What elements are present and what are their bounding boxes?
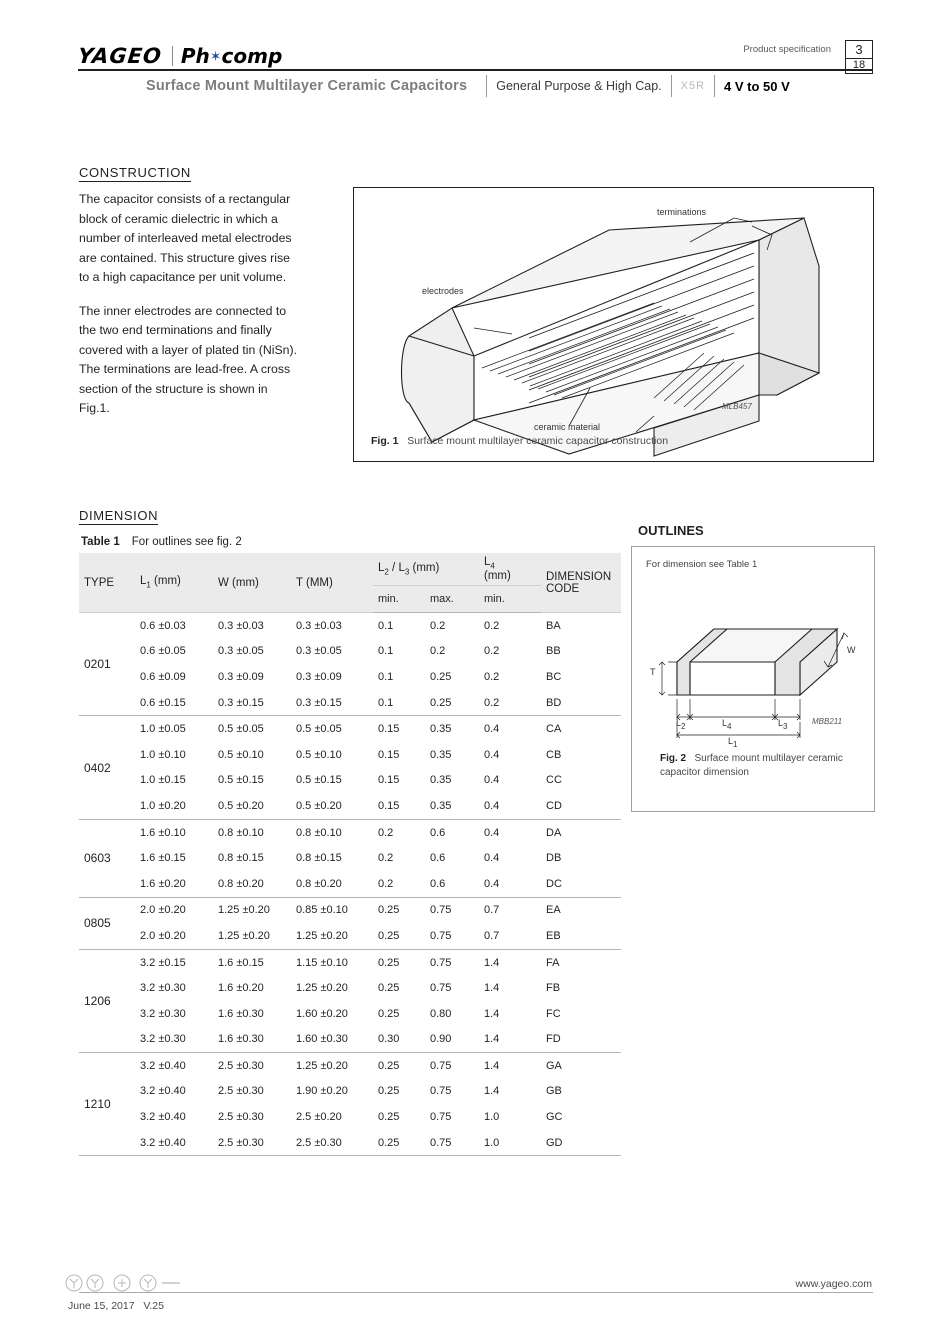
cell-l4-min: 1.0 [484,1111,500,1124]
cell-l1: 3.2 ±0.30 [140,1007,186,1020]
figure1-drawing-code: MLB457 [722,402,752,411]
star-icon: ✶ [209,49,222,65]
cell-w: 1.25 ±0.20 [218,929,270,942]
cell-l1: 1.6 ±0.10 [135,819,213,845]
cell-l2l3-min: 0.25 [378,929,400,942]
figure-1-caption-label: Fig. 1 [371,435,399,447]
cell-l1: 0.6 ±0.05 [140,645,186,658]
cell-l2l3-max: 0.75 [430,982,452,995]
logo-divider [172,46,173,66]
cell-type: 1210 [79,1053,135,1156]
cell-l4-min: 0.4 [484,852,500,865]
outline-label-l4: $L_4$ [722,718,732,731]
cell-type: 0201 [79,613,135,716]
figure-1-caption [371,435,668,447]
col-l4-min: min. [484,593,505,605]
outlines-heading: OUTLINES [638,523,704,538]
cell-l2l3-max: 0.2 [430,645,446,658]
cell-l2l3-min: 0.1 [378,645,394,658]
cell-l1: 0.6 ±0.09 [140,670,186,683]
construction-text [79,190,301,433]
cell-t: 0.85 ±0.10 [291,897,373,923]
cell-l2l3-min: 0.2 [378,877,394,890]
cell-l2l3-max: 0.6 [430,852,446,865]
cell-t: 0.5 ±0.20 [296,799,342,812]
col-type: TYPE [79,553,135,613]
cell-w: 0.3 ±0.09 [218,670,264,683]
title-divider-1 [486,75,487,97]
cell-l2l3-min: 0.1 [378,696,394,709]
construction-paragraph-1: The capacitor consists of a rectangular block of ceramic dielectric in which a number of interleaved metal electrodes are contained. This structure gives rise to a high capacitance per unit volume. [79,192,292,284]
outline-label-w: W [847,645,856,655]
dimension-table-body [79,613,621,1156]
cell-l4-min: 0.2 [479,613,541,639]
cell-l2l3-max: 0.75 [430,1136,452,1149]
construction-heading: CONSTRUCTION [79,165,191,180]
cell-code: BC [546,670,562,683]
cell-t: 1.25 ±0.20 [296,982,348,995]
cell-l4-min: 0.4 [484,748,500,761]
col-t: T (MM) [291,553,373,613]
voltage-range: 4 V to 50 V [724,78,790,94]
cell-t: 0.8 ±0.10 [291,819,373,845]
cell-l2l3-min: 0.25 [373,949,425,975]
cell-w: 0.8 ±0.15 [218,852,264,865]
footer-logos [62,1272,182,1294]
cell-l2l3-max: 0.6 [430,877,446,890]
cell-t: 2.5 ±0.30 [296,1136,342,1149]
cell-l1: 3.2 ±0.15 [135,949,213,975]
cell-l2l3-max: 0.75 [425,1053,479,1079]
capacitor-construction-diagram [354,188,871,459]
dimension-heading: DIMENSION [79,508,159,523]
cell-w: 1.6 ±0.20 [218,982,264,995]
title-divider-3 [714,75,715,97]
table-row [79,1079,621,1105]
cell-code: GB [546,1085,562,1098]
cell-l1: 3.2 ±0.40 [135,1053,213,1079]
cell-l1: 3.2 ±0.40 [140,1085,186,1098]
cell-t: 0.3 ±0.09 [296,670,342,683]
cell-l2l3-max: 0.25 [430,696,452,709]
table-row [79,768,621,794]
cell-t: 0.5 ±0.10 [296,748,342,761]
table-row [79,871,621,897]
table-row [79,975,621,1001]
table-row [79,819,621,845]
cell-code: DA [541,819,621,845]
table-row [79,845,621,871]
page-header [78,42,873,102]
capacitor-outline-diagram [632,567,872,767]
figure-2-note: For dimension see Table 1 [646,559,758,570]
cell-w: 1.25 ±0.20 [213,897,291,923]
table-row [79,690,621,716]
product-spec-label: Product specification [743,44,831,55]
cell-t: 0.3 ±0.05 [296,645,342,658]
cell-l2l3-min: 0.30 [378,1033,400,1046]
cell-w: 0.3 ±0.03 [213,613,291,639]
dielectric-code: X5R [680,80,706,92]
terminations-label: terminations [657,207,707,217]
cell-l1: 0.6 ±0.15 [140,696,186,709]
cell-w: 2.5 ±0.30 [213,1053,291,1079]
cell-l2l3-min: 0.15 [378,799,400,812]
page-total: 18 [845,57,873,74]
cell-t: 0.8 ±0.15 [296,852,342,865]
table-row [79,1001,621,1027]
cell-code: EB [546,929,561,942]
cell-w: 2.5 ±0.30 [218,1085,264,1098]
figure-2-caption-label: Fig. 2 [660,753,687,764]
ceramic-material-label: ceramic material [534,422,601,432]
phicomp-logo: Ph✶comp [180,44,283,68]
table-row [79,639,621,665]
cell-l2l3-min: 0.2 [378,852,394,865]
cell-t: 1.60 ±0.30 [296,1033,348,1046]
cell-l2l3-min: 0.1 [378,670,394,683]
cell-t: 0.3 ±0.03 [291,613,373,639]
cell-l1: 3.2 ±0.30 [140,1033,186,1046]
electrodes-label: electrodes [422,286,464,296]
cell-code: FB [546,982,561,995]
cell-l4-min: 0.2 [484,670,500,683]
table-bottom-rule [79,1155,621,1156]
header-divider [78,69,873,71]
cell-code: FC [546,1007,561,1020]
cell-l4-min: 1.4 [484,1033,500,1046]
cell-l2l3-max: 0.35 [430,774,452,787]
col-dimension-code: DIMENSION CODE [541,553,621,613]
cell-w: 1.6 ±0.15 [213,949,291,975]
construction-paragraph-2: The inner electrodes are connected to the two end terminations and finally covered with a layer of plated tin (NiSn). The terminations are lead-free. A cross section of the structure is shown in Fig.1. [79,303,298,415]
footer-date: June 15, 2017 V.25 [68,1300,164,1312]
outline-label-l3: $L_3$ [778,718,788,731]
cell-l4-min: 0.2 [484,696,500,709]
outline-label-t: T [650,667,656,677]
table-row [79,613,621,639]
cell-t: 0.3 ±0.15 [296,696,342,709]
cell-l4-min: 1.4 [484,982,500,995]
cell-l4-min: 0.4 [479,716,541,742]
cell-l2l3-max: 0.75 [425,949,479,975]
cell-l4-min: 0.4 [484,877,500,890]
col-w: W (mm) [213,553,291,613]
table-row [79,1027,621,1053]
cell-l4-min: 0.4 [484,774,500,787]
cell-code: EA [541,897,621,923]
cell-l2l3-min: 0.15 [378,748,400,761]
cell-code: DB [546,852,562,865]
figure-1-box [353,187,874,462]
title-subtitle: General Purpose & High Cap. [496,79,662,93]
cell-l2l3-min: 0.25 [378,1111,400,1124]
dimension-table [79,553,621,1155]
cell-l1: 1.0 ±0.15 [140,774,186,787]
cell-code: GA [541,1053,621,1079]
cell-code: DC [546,877,562,890]
cell-l1: 3.2 ±0.40 [140,1136,186,1149]
cell-l2l3-max: 0.2 [425,613,479,639]
cell-l2l3-max: 0.75 [430,929,452,942]
cell-w: 2.5 ±0.30 [218,1111,264,1124]
cell-l4-min: 0.7 [479,897,541,923]
cell-code: BA [541,613,621,639]
cell-t: 1.60 ±0.20 [296,1007,348,1020]
cell-l2l3-max: 0.80 [430,1007,452,1020]
col-l4: $L_4$ (mm) [479,553,541,586]
cell-type: 0805 [79,897,135,949]
table-row [79,1104,621,1130]
cell-l4-min: 1.0 [484,1136,500,1149]
cell-t: 1.90 ±0.20 [296,1085,348,1098]
table-header-row-1 [79,553,621,586]
table-1-caption [79,536,621,548]
title-divider-2 [671,75,672,97]
cell-l2l3-min: 0.25 [378,982,400,995]
cell-code: CB [546,748,562,761]
cell-w: 2.5 ±0.30 [218,1136,264,1149]
cell-l2l3-max: 0.75 [430,1111,452,1124]
cell-l1: 3.2 ±0.30 [140,982,186,995]
cell-t: 0.5 ±0.05 [291,716,373,742]
col-l1: $L_1$ (mm) [135,553,213,613]
cell-l2l3-max: 0.35 [425,716,479,742]
figure-2-caption-text: Surface mount multilayer ceramic capacitor dimension [660,753,843,778]
certification-icons [62,1272,182,1294]
footer-url[interactable]: www.yageo.com [795,1278,872,1290]
cell-l2l3-max: 0.35 [430,799,452,812]
cell-t: 0.5 ±0.15 [296,774,342,787]
cell-l1: 1.0 ±0.05 [135,716,213,742]
cell-t: 1.25 ±0.20 [291,1053,373,1079]
table-row [79,949,621,975]
page-title: Surface Mount Multilayer Ceramic Capacitors [146,78,468,94]
document-title-bar [146,73,790,99]
figure-2-caption [660,752,860,780]
cell-l2l3-max: 0.35 [430,748,452,761]
table-row [79,742,621,768]
cell-code: FA [541,949,621,975]
table-row [79,897,621,923]
cell-l1: 3.2 ±0.40 [140,1111,186,1124]
cell-type: 1206 [79,949,135,1052]
cell-l2l3-min: 0.25 [373,897,425,923]
cell-code: CC [546,774,562,787]
cell-l2l3-max: 0.25 [430,670,452,683]
cell-type: 0603 [79,819,135,897]
cell-l4-min: 1.4 [479,1053,541,1079]
cell-l2l3-max: 0.90 [430,1033,452,1046]
cell-l2l3-min: 0.2 [373,819,425,845]
cell-l1: 0.6 ±0.03 [135,613,213,639]
outline-label-l2: $L_2$ [676,718,686,731]
table-1-note: For outlines see fig. 2 [131,536,242,548]
cell-l4-min: 0.4 [484,799,500,812]
yageo-logo: YAGEO [76,44,164,68]
cell-w: 1.6 ±0.30 [218,1007,264,1020]
cell-l2l3-min: 0.15 [378,774,400,787]
cell-l1: 1.0 ±0.20 [140,799,186,812]
cell-l2l3-min: 0.15 [373,716,425,742]
cell-t: 0.8 ±0.20 [296,877,342,890]
footer-divider [79,1292,873,1293]
cell-code: BB [546,645,561,658]
cell-t: 1.15 ±0.10 [291,949,373,975]
cell-l4-min: 0.7 [484,929,500,942]
cell-w: 0.8 ±0.20 [218,877,264,890]
cell-l2l3-min: 0.25 [378,1136,400,1149]
cell-l4-min: 1.4 [484,1007,500,1020]
cell-w: 0.3 ±0.15 [218,696,264,709]
dimension-table-wrapper [79,536,621,1156]
outline-label-l1: $L_1$ [728,736,738,749]
cell-w: 0.5 ±0.05 [213,716,291,742]
cell-l2l3-min: 0.25 [373,1053,425,1079]
cell-code: GD [546,1136,563,1149]
cell-w: 0.5 ±0.15 [218,774,264,787]
cell-code: CD [546,799,562,812]
cell-w: 0.8 ±0.10 [213,819,291,845]
cell-t: 2.5 ±0.20 [296,1111,342,1124]
cell-w: 0.5 ±0.20 [218,799,264,812]
cell-l1: 1.6 ±0.20 [140,877,186,890]
table-row [79,1053,621,1079]
cell-t: 1.25 ±0.20 [296,929,348,942]
table-row [79,793,621,819]
figure-1-caption-text: Surface mount multilayer ceramic capacitor construction [407,435,669,447]
cell-l1: 1.6 ±0.15 [140,852,186,865]
cell-l2l3-min: 0.25 [378,1085,400,1098]
figure-2-box [631,546,875,812]
cell-l2l3-min: 0.25 [378,1007,400,1020]
cell-code: GC [546,1111,563,1124]
cell-l2l3-max: 0.6 [425,819,479,845]
cell-l4-min: 1.4 [479,949,541,975]
cell-code: CA [541,716,621,742]
cell-l1: 1.0 ±0.10 [140,748,186,761]
cell-l4-min: 0.4 [479,819,541,845]
cell-w: 0.5 ±0.10 [218,748,264,761]
cell-l2l3-min: 0.1 [373,613,425,639]
cell-code: FD [546,1033,561,1046]
cell-w: 0.3 ±0.05 [218,645,264,658]
cell-w: 1.6 ±0.30 [218,1033,264,1046]
table-1-label: Table 1 [81,536,120,548]
page-number: 3 [845,40,873,59]
cell-l4-min: 0.2 [484,645,500,658]
table-row [79,923,621,949]
cell-type: 0402 [79,716,135,819]
cell-l4-min: 1.4 [484,1085,500,1098]
figure2-drawing-code: MBB211 [812,717,843,726]
table-row [79,716,621,742]
col-l2l3-max: max. [430,593,454,605]
table-row [79,664,621,690]
cell-l2l3-max: 0.75 [430,1085,452,1098]
cell-code: BD [546,696,562,709]
table-row [79,1130,621,1156]
cell-l1: 2.0 ±0.20 [135,897,213,923]
col-l2l3-min: min. [378,593,399,605]
cell-l1: 2.0 ±0.20 [140,929,186,942]
col-l2-l3: $L_2 / L_3$ (mm) [373,553,479,586]
cell-l2l3-max: 0.75 [425,897,479,923]
